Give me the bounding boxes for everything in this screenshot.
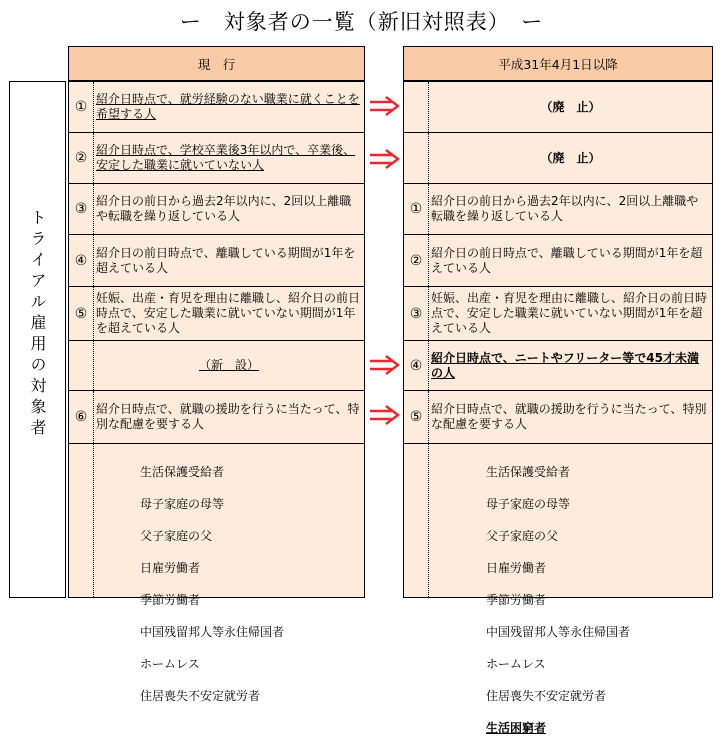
list-item: 父子家庭の父	[486, 529, 559, 543]
list-item: 日雇労働者	[486, 561, 547, 575]
row-text: 紹介日時点で、ニートやフリーター等で45才未満の人	[431, 350, 699, 380]
divider	[93, 287, 94, 340]
divider	[428, 287, 429, 340]
row-number: ④	[409, 357, 423, 374]
list-item: 生活保護受給者	[140, 465, 225, 479]
row-number	[404, 133, 428, 183]
list-item: 住居喪失不安定就労者	[486, 689, 607, 703]
row-number	[69, 341, 93, 390]
revised-special-list	[486, 448, 630, 752]
list-item: 母子家庭の母等	[486, 497, 571, 511]
row-text: 紹介日の前日から過去2年以内に、2回以上離職や転職を繰り返している人	[431, 194, 699, 223]
row-text: 紹介日の前日時点で、離職している期間が1年を超えている人	[96, 245, 356, 275]
divider	[428, 391, 429, 443]
list-item: 日雇労働者	[140, 561, 201, 575]
divider	[93, 184, 94, 234]
current-row-5	[69, 287, 364, 341]
row-number: ①	[409, 201, 423, 217]
row-text: 紹介日時点で、学校卒業後3年以内で、卒業後、安定した職業に就いていない人	[96, 143, 356, 172]
list-item: 父子家庭の父	[140, 529, 213, 543]
row-text: 紹介日時点で、就職の援助を行うに当たって、特別な配慮を要する人	[96, 402, 360, 431]
row-number: ②	[409, 252, 423, 269]
divider	[428, 341, 429, 390]
revised-row-7	[404, 391, 712, 444]
revised-row-4	[404, 235, 712, 287]
divider	[428, 235, 429, 286]
revised-column	[403, 81, 713, 735]
current-row-6	[69, 341, 364, 391]
row-number: ④	[74, 252, 88, 269]
row-text: 紹介日の前日時点で、離職している期間が1年を超えている人	[431, 245, 703, 275]
current-row-7	[69, 391, 364, 444]
page-title: ー 対象者の一覧（新旧対照表） ー	[179, 10, 544, 34]
revised-row-2	[404, 133, 712, 184]
list-item: 季節労働者	[140, 593, 201, 607]
row-number: ③	[409, 305, 423, 322]
current-header: 現 行	[68, 46, 365, 81]
list-item: ホームレス	[140, 657, 200, 671]
revised-header: 平成31年4月1日以降	[403, 46, 713, 81]
current-row-2	[69, 133, 364, 184]
row-number: ⑥	[74, 409, 88, 425]
arrow-right-icon	[368, 148, 402, 170]
divider	[93, 82, 94, 132]
revised-row-6	[404, 341, 712, 391]
list-item: 中国残留邦人等永住帰国者	[140, 625, 285, 639]
arrow-right-icon	[368, 354, 402, 376]
list-item: 季節労働者	[486, 593, 547, 607]
row-text: （廃 止）	[540, 99, 601, 114]
list-item: 生活困窮者	[486, 721, 547, 735]
current-column	[68, 81, 365, 703]
divider	[93, 235, 94, 286]
list-item: 住居喪失不安定就労者	[140, 689, 261, 703]
side-label: トライアル雇用の対象者	[28, 209, 47, 440]
row-number: ⑤	[409, 409, 423, 425]
divider	[93, 133, 94, 183]
divider	[428, 133, 429, 183]
row-number: ③	[74, 201, 88, 217]
list-item: ホームレス	[486, 657, 546, 671]
row-text: 妊娠、出産・育児を理由に離職し、紹介日の前日時点で、安定した職業に就いていない期間が1年を超えている人	[96, 291, 361, 335]
current-row-1	[69, 82, 364, 133]
revised-row-1	[404, 82, 712, 133]
divider	[428, 184, 429, 234]
row-number: ⑤	[74, 305, 88, 322]
current-row-4	[69, 235, 364, 287]
current-row-3	[69, 184, 364, 235]
row-text: 妊娠、出産・育児を理由に離職し、紹介日の前日時点で、安定した職業に就いていない期間が1年を超えている人	[431, 291, 708, 335]
current-special-list	[140, 448, 284, 720]
row-text: 紹介日の前日から過去2年以内に、2回以上離職や転職を繰り返している人	[96, 194, 352, 223]
revised-row-3	[404, 184, 712, 235]
divider	[428, 444, 429, 597]
side-label-box	[9, 81, 66, 598]
divider	[93, 341, 94, 390]
row-text: （廃 止）	[540, 150, 601, 165]
row-number: ②	[74, 150, 88, 166]
arrow-right-icon	[368, 95, 402, 117]
list-item: 母子家庭の母等	[140, 497, 225, 511]
revised-row-5	[404, 287, 712, 341]
row-number: ①	[74, 99, 88, 115]
arrow-right-icon	[368, 404, 402, 426]
divider	[428, 82, 429, 132]
list-item: 中国残留邦人等永住帰国者	[486, 625, 631, 639]
row-number	[404, 82, 428, 132]
row-text: 紹介日時点で、就労経験のない職業に就くことを希望する人	[96, 92, 360, 121]
list-item: 生活保護受給者	[486, 465, 571, 479]
divider	[93, 444, 94, 597]
divider	[93, 391, 94, 443]
row-text: （新 設）	[198, 358, 259, 372]
row-text: 紹介日時点で、就職の援助を行うに当たって、特別な配慮を要する人	[431, 402, 707, 431]
